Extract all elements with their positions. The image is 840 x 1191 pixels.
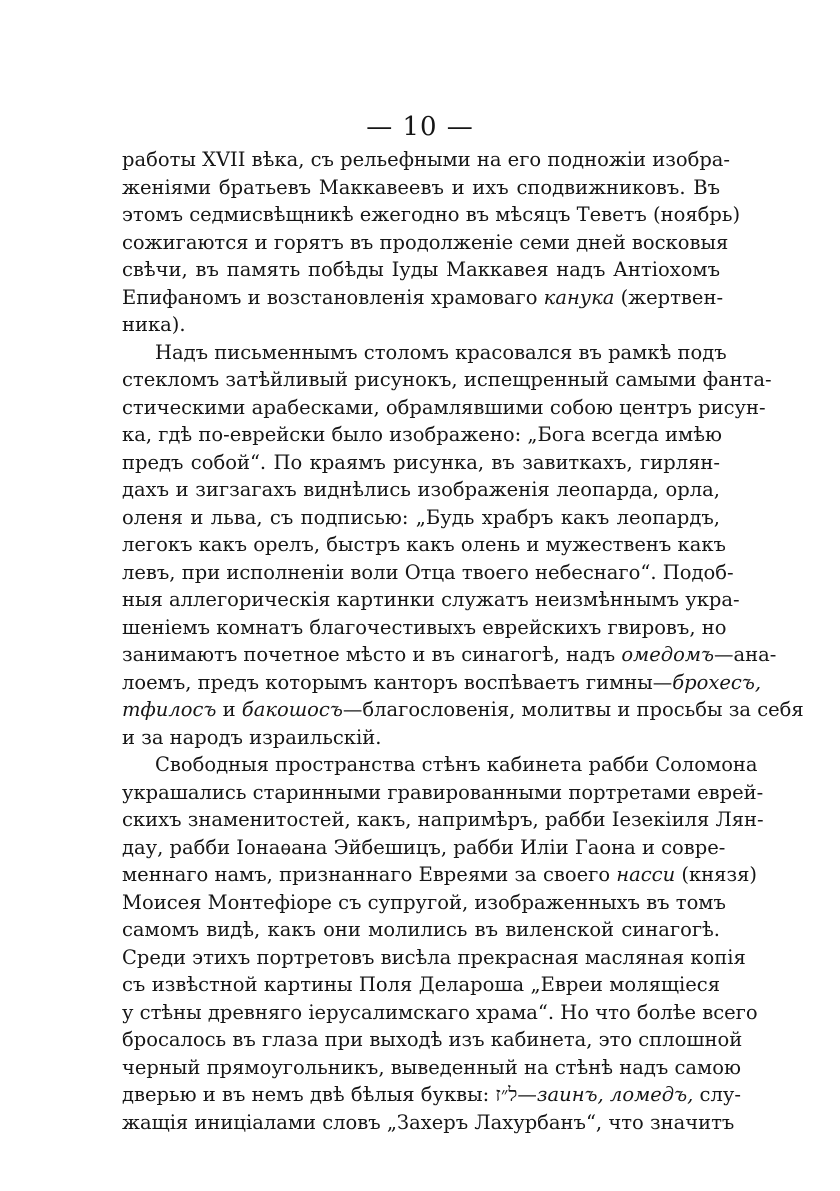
text-line <box>122 614 727 642</box>
text-segment: Свободныя пространства стѣнъ кабинета рабби Соломона <box>155 753 758 776</box>
text-segment: —благословенія, молитвы и просьбы за себя <box>342 698 804 721</box>
text-line <box>122 339 727 367</box>
text-line <box>122 174 720 202</box>
text-segment: скихъ знаменитостей, какъ, напримѣръ, рабби Іезекіиля Лян- <box>122 808 764 831</box>
text-line <box>122 779 764 807</box>
text-segment: лоемъ, предъ которымъ канторъ воспѣваетъ гимны— <box>122 670 673 694</box>
text-segment: — <box>517 1083 537 1106</box>
text-line <box>122 641 777 669</box>
text-segment: съ извѣстной картины Поля Делароша „Евреи молящіеся <box>122 973 720 996</box>
text-line <box>122 1054 741 1082</box>
text-segment: (жертвен- <box>614 285 724 309</box>
text-segment: легокъ какъ орелъ, быстръ какъ олень и мужественъ какъ <box>122 533 726 556</box>
text-segment: предъ собой“. По краямъ рисунка, въ завиткахъ, гирлян- <box>122 450 720 474</box>
italic-term: бакошосъ <box>241 698 343 721</box>
italic-term: канука <box>543 285 615 309</box>
text-line <box>122 944 746 972</box>
text-segment: жащія иниціалами словъ „Захеръ Лахурбанъ“, что значитъ <box>122 1110 735 1134</box>
text-segment: работы XVII вѣка, съ рельефными на его подножіи изобра- <box>122 148 731 171</box>
text-segment: и <box>216 698 242 721</box>
body-text <box>122 146 804 1136</box>
text-line <box>122 284 724 312</box>
text-segment: —ана- <box>714 643 777 666</box>
italic-term: брохесъ, <box>672 670 762 694</box>
italic-term: заинъ, ломедъ, <box>536 1083 694 1106</box>
text-line <box>122 999 758 1027</box>
text-segment: дверью и въ немъ двѣ бѣлыя буквы: <box>122 1083 496 1106</box>
text-line <box>122 696 804 724</box>
text-segment: и за народъ израильскій. <box>122 725 382 749</box>
text-line <box>122 394 766 422</box>
text-line <box>122 476 720 504</box>
text-segment: левъ, при исполненіи воли Отца твоего небеснаго“. Подоб- <box>122 560 734 584</box>
text-segment: Моисея Монтефіоре съ супругой, изображенныхъ въ томъ <box>122 890 726 914</box>
text-line <box>122 669 762 697</box>
text-line <box>122 146 731 174</box>
text-line <box>122 586 740 614</box>
text-segment: ныя аллегорическія картинки служатъ неизмѣннымъ укра- <box>122 588 740 611</box>
text-segment: ника). <box>122 313 186 336</box>
text-segment: стическими арабесками, обрамлявшими собою центръ рисун- <box>122 395 766 419</box>
text-line <box>122 449 720 477</box>
text-segment: дау, рабби Іонаѳана Эйбешицъ, рабби Иліи Гаона и совре- <box>122 835 726 859</box>
text-line <box>122 256 720 284</box>
text-line <box>122 724 720 752</box>
page-number: — 10 — <box>366 112 474 142</box>
text-segment: самомъ видѣ, какъ они молились въ виленской синагогѣ. <box>122 918 720 941</box>
text-segment: сожигаются и горятъ въ продолженіе семи дней восковыя <box>122 230 729 254</box>
text-segment: слу- <box>693 1083 741 1106</box>
text-line <box>122 916 720 944</box>
text-segment: Среди этихъ портретовъ висѣла прекрасная масляная копія <box>122 945 746 969</box>
text-segment: ка, гдѣ по-еврейски было изображено: „Бога всегда имѣю <box>122 423 722 446</box>
text-segment: женіями братьевъ Маккавеевъ и ихъ сподвижниковъ. Въ <box>122 175 720 199</box>
text-line <box>122 751 758 779</box>
text-line <box>122 504 720 532</box>
text-segment: Епифаномъ и возстановленія храмоваго <box>122 285 544 309</box>
text-segment: стекломъ затѣйливый рисунокъ, испещренный самыми фанта- <box>122 368 772 391</box>
text-segment: дахъ и зигзагахъ виднѣлись изображенія леопарда, орла, <box>122 478 720 501</box>
text-line <box>122 889 726 917</box>
text-segment: этомъ седмисвѣщникѣ ежегодно въ мѣсяцъ Теветъ (ноябрь) <box>122 203 741 226</box>
text-line <box>122 1081 741 1109</box>
text-segment: свѣчи, въ память побѣды Іуды Маккавея надъ Антіохомъ <box>122 258 720 281</box>
text-line <box>122 1109 735 1137</box>
text-line <box>122 421 720 449</box>
text-line <box>122 861 757 889</box>
text-line <box>122 531 726 559</box>
text-line <box>122 1026 743 1054</box>
text-segment: занимаютъ почетное мѣсто и въ синагогѣ, надъ <box>122 643 622 666</box>
text-line <box>122 834 726 862</box>
italic-term: насси <box>616 863 676 886</box>
text-segment: ל״ז <box>495 1083 518 1106</box>
text-line <box>122 559 734 587</box>
text-line <box>122 201 741 229</box>
text-line <box>122 366 772 394</box>
text-segment: у стѣны древняго іерусалимскаго храма“. Но что болѣе всего <box>122 1000 758 1024</box>
text-segment: украшались старинными гравированными портретами еврей- <box>122 780 764 804</box>
text-line <box>122 229 729 257</box>
text-segment: (князя) <box>675 863 757 886</box>
text-line <box>122 806 764 834</box>
text-line <box>122 311 720 339</box>
text-segment: бросалось въ глаза при выходѣ изъ кабинета, это сплошной <box>122 1028 743 1051</box>
text-segment: оленя и льва, съ подписью: „Будь храбръ какъ леопардъ, <box>122 505 720 529</box>
text-line <box>122 971 720 999</box>
text-segment: черный прямоугольникъ, выведенный на стѣнѣ надъ самою <box>122 1055 741 1079</box>
text-segment: шеніемъ комнатъ благочестивыхъ еврейскихъ гвировъ, но <box>122 615 727 639</box>
text-segment: Надъ письменнымъ столомъ красовался въ рамкѣ подъ <box>155 340 727 364</box>
text-segment: меннаго намъ, признаннаго Евреями за своего <box>122 863 617 886</box>
italic-term: омедомъ <box>621 643 715 666</box>
italic-term: тфилосъ <box>122 698 217 721</box>
